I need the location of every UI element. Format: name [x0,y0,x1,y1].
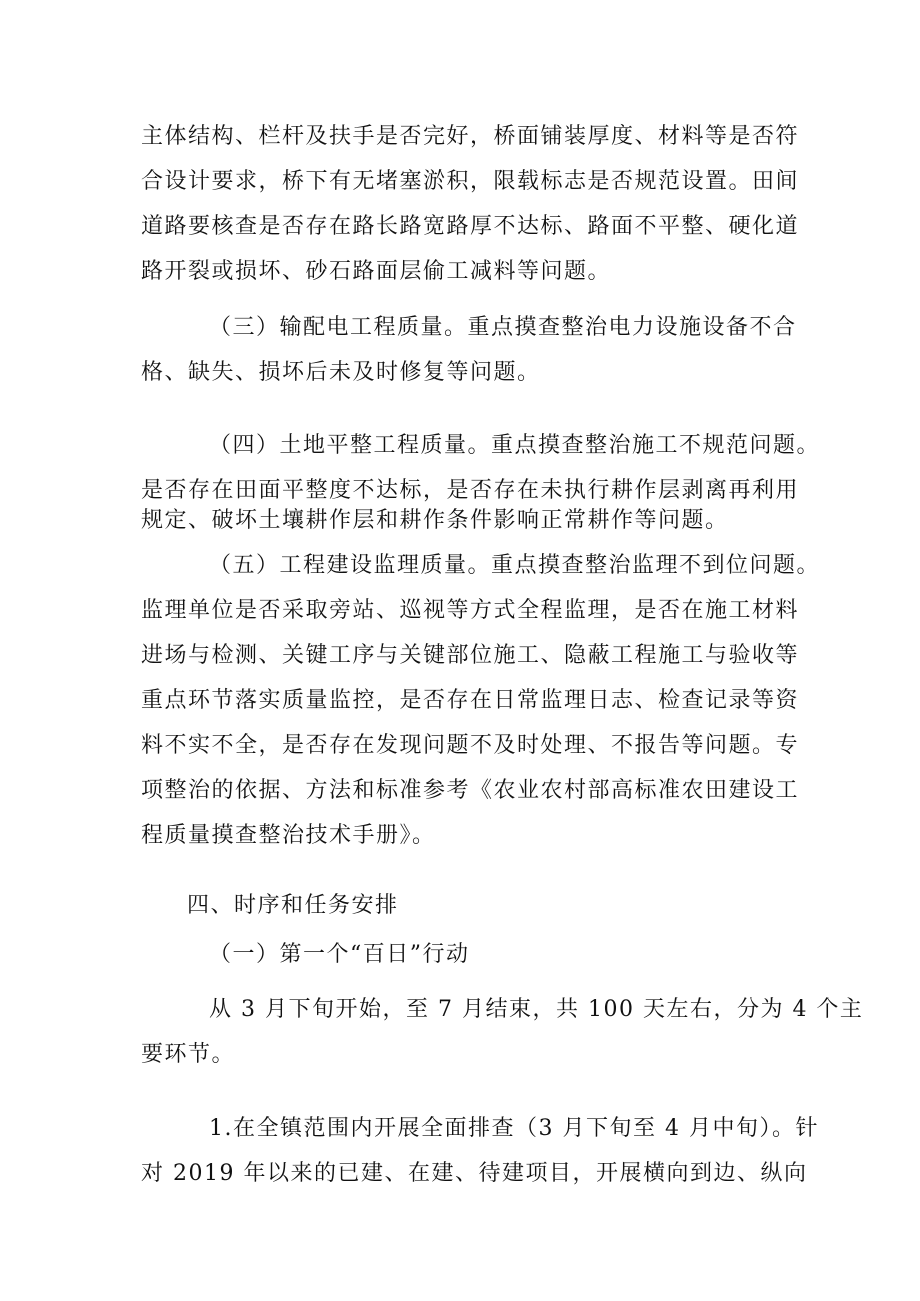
paragraph-line: 合设计要求，桥下有无堵塞淤积，限载标志是否规范设置。田间 [141,169,800,194]
paragraph-line: 主体结构、栏杆及扶手是否完好，桥面铺装厚度、材料等是否符 [141,124,800,149]
paragraph-line: 项整治的依据、方法和标准参考《农业农村部高标准农田建设工 [141,778,800,803]
paragraph-line: 料不实不全，是否存在发现问题不及时处理、不报告等问题。专 [141,733,800,758]
paragraph-line: 程质量摸查整治技术手册》。 [141,823,436,848]
section-heading-line: （四）土地平整工程质量。重点摸查整治施工不规范问题。 [209,433,821,458]
paragraph-line: 道路要核查是否存在路长路宽路厚不达标、路面不平整、硬化道 [141,214,800,239]
paragraph-line: 从 3 月下旬开始，至 7 月结束，共 100 天左右，分为 4 个主 [209,997,864,1022]
paragraph-line: 重点环节落实质量监控，是否存在日常监理日志、检查记录等资 [141,688,800,713]
paragraph-line: 格、缺失、损坏后未及时修复等问题。 [141,360,541,385]
section-heading-line: （三）输配电工程质量。重点摸查整治电力设施设备不合 [209,315,797,340]
paragraph-line: 要环节。 [141,1042,236,1067]
list-item-line: 1.在全镇范围内开展全面排查（3 月下旬至 4 月中旬）。针 [209,1116,819,1141]
paragraph-line: 进场与检测、关键工序与关键部位施工、隐蔽工程施工与验收等 [141,643,800,668]
paragraph-line: 规定、破坏土壤耕作层和耕作条件影响正常耕作等问题。 [141,508,729,533]
paragraph-line: 对 2019 年以来的已建、在建、待建项目，开展横向到边、纵向 [141,1161,808,1186]
section-title: 四、时序和任务安排 [187,893,399,918]
subsection-title: （一）第一个“百日”行动 [209,942,470,967]
paragraph-line: 路开裂或损坏、砂石路面层偷工减料等问题。 [141,259,612,284]
section-heading-line: （五）工程建设监理质量。重点摸查整治监理不到位问题。 [209,553,821,578]
paragraph-line: 监理单位是否采取旁站、巡视等方式全程监理，是否在施工材料 [141,598,800,623]
paragraph-line: 是否存在田面平整度不达标，是否存在未执行耕作层剥离再利用 [141,478,800,503]
